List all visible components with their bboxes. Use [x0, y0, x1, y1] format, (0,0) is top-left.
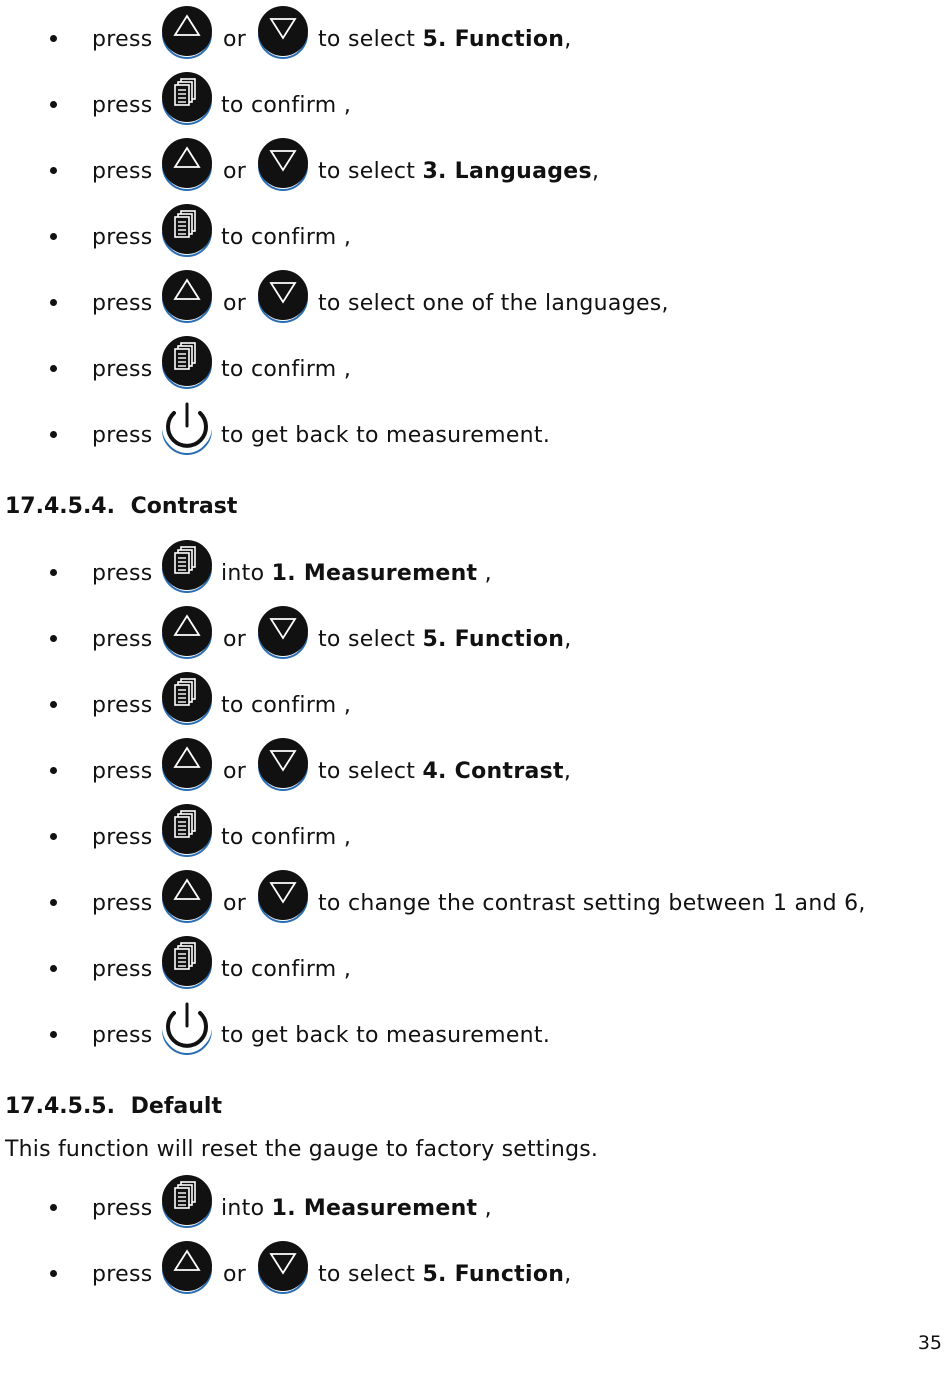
bullet-point	[50, 635, 57, 642]
step-text: to get back to measurement.	[221, 423, 551, 448]
bullet-point	[50, 767, 57, 774]
down-arrow-button-icon	[255, 268, 311, 324]
step-verb: press	[92, 27, 153, 52]
step-text: to select	[318, 1262, 423, 1287]
section-number: 17.4.5.5.	[5, 1094, 115, 1119]
step-text: to confirm ,	[221, 957, 352, 982]
bullet-point	[50, 1031, 57, 1038]
section-title: Contrast	[130, 494, 238, 519]
default-description: This function will reset the gauge to factory settings.	[5, 1137, 599, 1162]
step-text: to select one of the languages,	[318, 291, 669, 316]
down-arrow-button-icon	[255, 868, 311, 924]
step-text: to select	[318, 27, 423, 52]
instruction-step	[0, 1239, 950, 1305]
step-instruction	[221, 956, 351, 984]
bullet-point	[50, 299, 57, 306]
instruction-step	[0, 4, 950, 70]
step-verb: press	[92, 693, 153, 718]
down-arrow-button-icon	[255, 4, 311, 60]
menu-confirm-button-icon	[159, 1173, 215, 1229]
instruction-step	[0, 802, 950, 868]
step-verb: press	[92, 825, 153, 850]
step-or: or	[223, 159, 247, 184]
menu-item-name: 1. Measurement	[271, 561, 478, 586]
bullet-point	[50, 701, 57, 708]
instruction-step	[0, 202, 950, 268]
bullet-point	[50, 233, 57, 240]
page-number: 35	[917, 1332, 942, 1354]
bullet-point	[50, 899, 57, 906]
step-instruction	[318, 1261, 572, 1289]
bullet-point	[50, 101, 57, 108]
menu-confirm-button-icon	[159, 670, 215, 726]
menu-item-name: 5. Function	[422, 27, 565, 52]
step-text: to confirm ,	[221, 693, 352, 718]
up-arrow-button-icon	[159, 268, 215, 324]
step-instruction	[318, 26, 572, 54]
step-text: to select	[318, 159, 423, 184]
section-heading-default	[5, 1094, 222, 1119]
menu-confirm-button-icon	[159, 802, 215, 858]
step-verb: press	[92, 561, 153, 586]
instruction-step	[0, 268, 950, 334]
step-text: to confirm ,	[221, 357, 352, 382]
step-instruction	[221, 560, 492, 588]
up-arrow-button-icon	[159, 136, 215, 192]
bullet-point	[50, 431, 57, 438]
step-instruction	[318, 290, 669, 318]
step-punctuation: ,	[564, 27, 572, 52]
step-punctuation: ,	[477, 561, 492, 586]
step-text: to change the contrast setting between 1 and 6,	[318, 891, 866, 916]
power-button-icon	[159, 1000, 215, 1056]
step-verb: press	[92, 423, 153, 448]
bullet-point	[50, 35, 57, 42]
section-heading-contrast	[5, 494, 237, 519]
step-instruction	[221, 356, 351, 384]
menu-confirm-button-icon	[159, 934, 215, 990]
bullet-point	[50, 569, 57, 576]
step-instruction	[318, 758, 571, 786]
step-text: to select	[318, 759, 423, 784]
step-text: to confirm ,	[221, 225, 352, 250]
step-text: into	[221, 1196, 272, 1221]
step-punctuation: ,	[477, 1196, 492, 1221]
menu-item-name: 4. Contrast	[422, 759, 564, 784]
bullet-point	[50, 365, 57, 372]
step-verb: press	[92, 1196, 153, 1221]
up-arrow-button-icon	[159, 4, 215, 60]
step-verb: press	[92, 1023, 153, 1048]
step-instruction	[221, 422, 550, 450]
bullet-point	[50, 1204, 57, 1211]
step-instruction	[221, 224, 351, 252]
menu-confirm-button-icon	[159, 334, 215, 390]
menu-item-name: 5. Function	[422, 627, 565, 652]
instruction-step	[0, 538, 950, 604]
step-verb: press	[92, 357, 153, 382]
down-arrow-button-icon	[255, 136, 311, 192]
step-or: or	[223, 759, 247, 784]
menu-item-name: 3. Languages	[422, 159, 592, 184]
step-instruction	[221, 824, 351, 852]
step-verb: press	[92, 93, 153, 118]
section-title: Default	[130, 1094, 222, 1119]
step-verb: press	[92, 891, 153, 916]
instruction-step	[0, 334, 950, 400]
bullet-point	[50, 167, 57, 174]
step-verb: press	[92, 957, 153, 982]
bullet-point	[50, 965, 57, 972]
instruction-step	[0, 736, 950, 802]
instruction-step	[0, 1173, 950, 1239]
step-text: to select	[318, 627, 423, 652]
step-instruction	[318, 158, 599, 186]
step-text: to confirm ,	[221, 825, 352, 850]
down-arrow-button-icon	[255, 604, 311, 660]
step-or: or	[223, 891, 247, 916]
menu-item-name: 1. Measurement	[271, 1196, 478, 1221]
bullet-point	[50, 833, 57, 840]
up-arrow-button-icon	[159, 736, 215, 792]
up-arrow-button-icon	[159, 604, 215, 660]
menu-confirm-button-icon	[159, 202, 215, 258]
step-instruction	[318, 890, 866, 918]
menu-confirm-button-icon	[159, 538, 215, 594]
instruction-step	[0, 670, 950, 736]
step-punctuation: ,	[564, 1262, 572, 1287]
step-or: or	[223, 291, 247, 316]
power-button-icon	[159, 400, 215, 456]
step-punctuation: ,	[564, 627, 572, 652]
instruction-step	[0, 934, 950, 1000]
step-instruction	[221, 92, 351, 120]
step-verb: press	[92, 225, 153, 250]
up-arrow-button-icon	[159, 1239, 215, 1295]
step-text: to get back to measurement.	[221, 1023, 551, 1048]
step-verb: press	[92, 759, 153, 784]
up-arrow-button-icon	[159, 868, 215, 924]
section-number: 17.4.5.4.	[5, 494, 115, 519]
instruction-step	[0, 868, 950, 934]
bullet-point	[50, 1270, 57, 1277]
step-punctuation: ,	[591, 159, 600, 184]
step-verb: press	[92, 291, 153, 316]
step-instruction	[221, 1195, 492, 1223]
instruction-step	[0, 136, 950, 202]
step-or: or	[223, 27, 247, 52]
down-arrow-button-icon	[255, 736, 311, 792]
instruction-step	[0, 1000, 950, 1066]
down-arrow-button-icon	[255, 1239, 311, 1295]
step-verb: press	[92, 1262, 153, 1287]
menu-confirm-button-icon	[159, 70, 215, 126]
step-instruction	[221, 692, 351, 720]
step-or: or	[223, 1262, 247, 1287]
step-instruction	[318, 626, 572, 654]
instruction-step	[0, 400, 950, 466]
step-text: into	[221, 561, 272, 586]
step-instruction	[221, 1022, 550, 1050]
step-punctuation: ,	[563, 759, 572, 784]
step-text: to confirm ,	[221, 93, 352, 118]
step-or: or	[223, 627, 247, 652]
instruction-step	[0, 70, 950, 136]
step-verb: press	[92, 627, 153, 652]
menu-item-name: 5. Function	[422, 1262, 565, 1287]
step-verb: press	[92, 159, 153, 184]
instruction-step	[0, 604, 950, 670]
